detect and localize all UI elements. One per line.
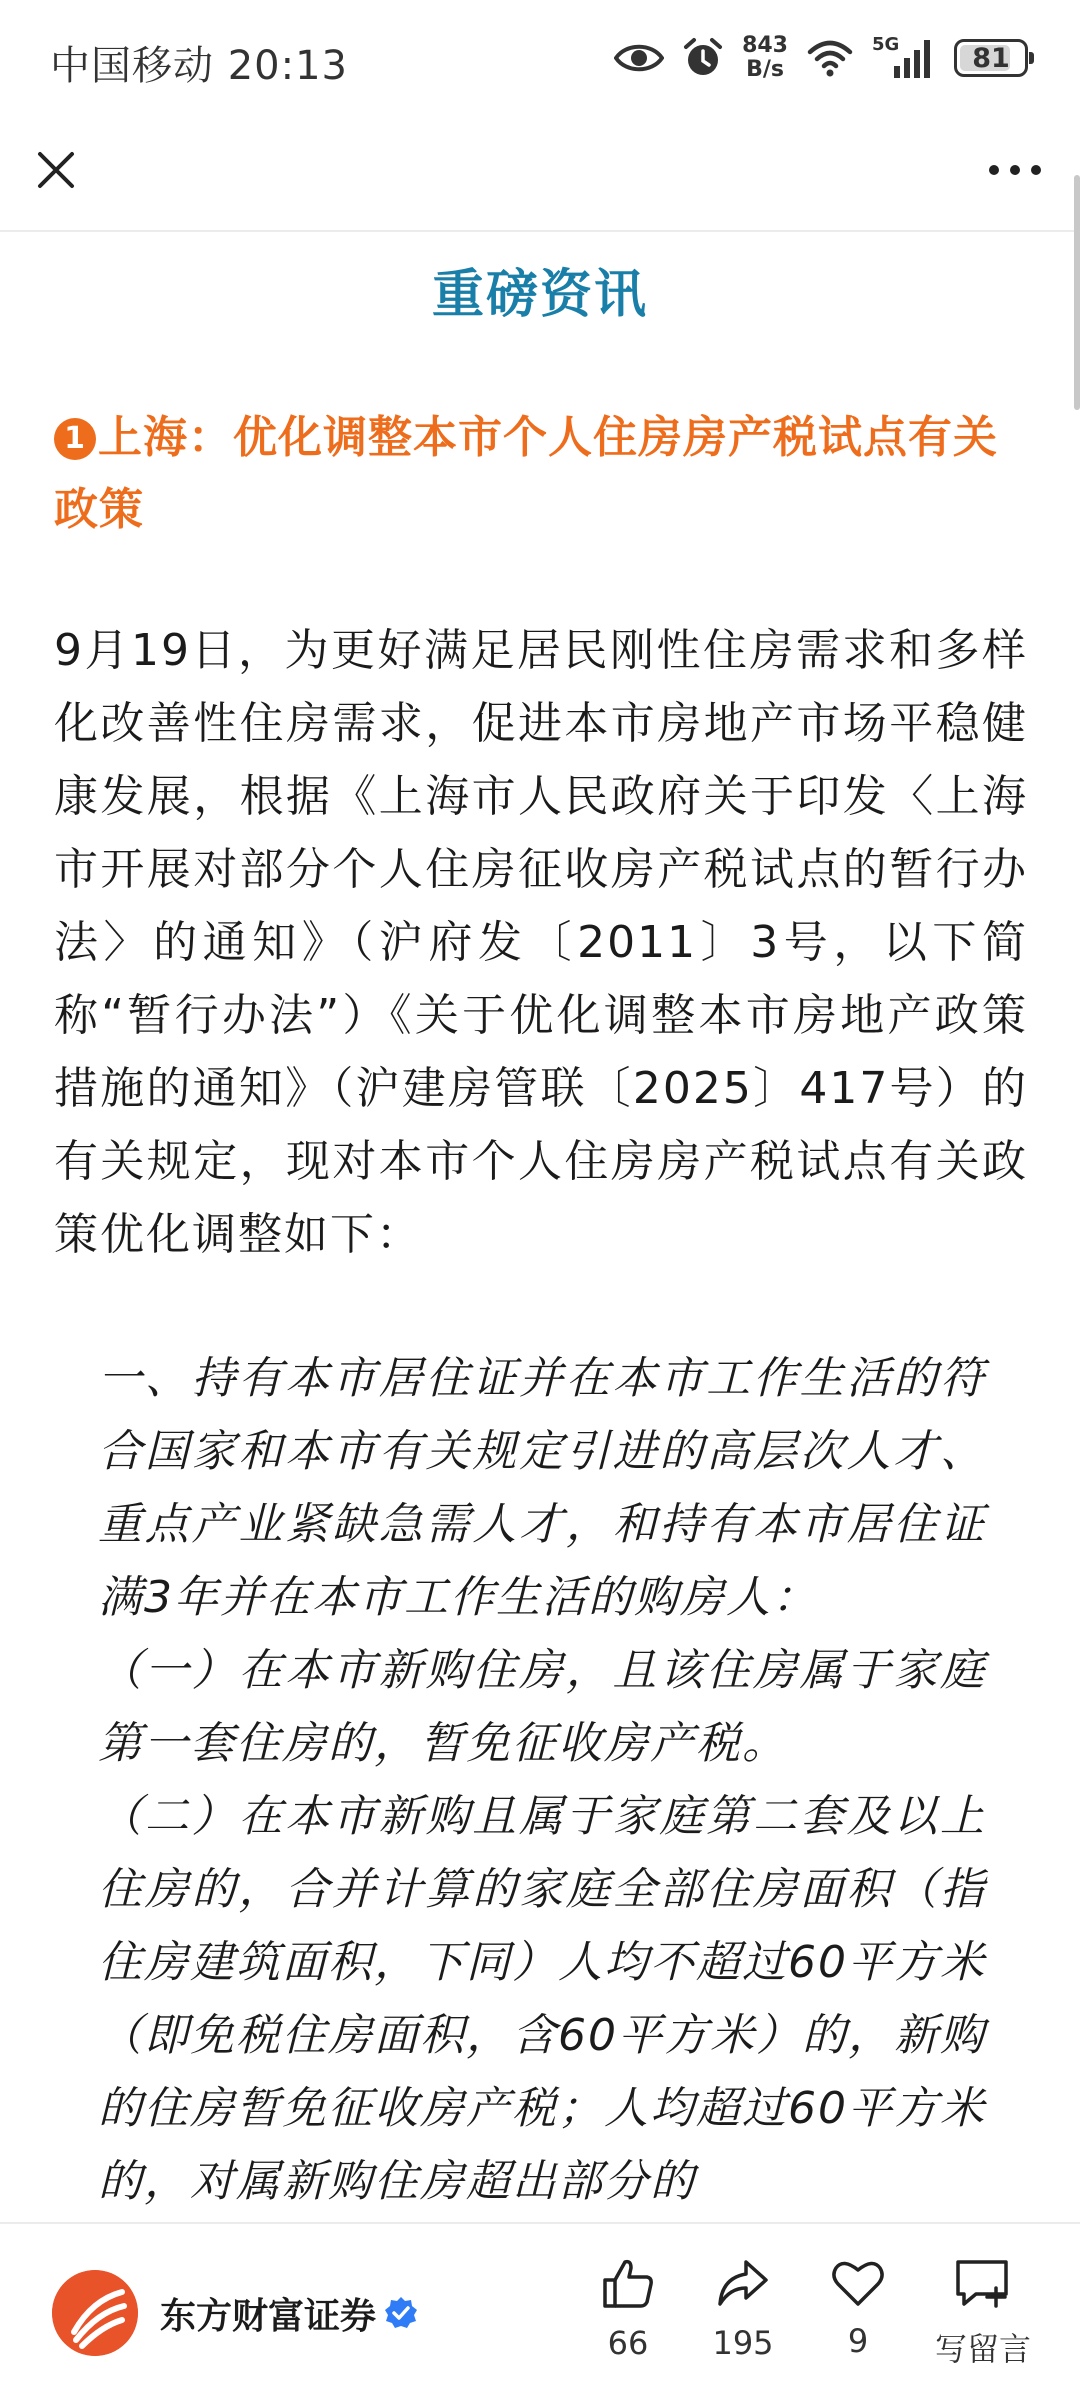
publisher-logo-icon bbox=[52, 2270, 138, 2356]
top-nav bbox=[0, 118, 1080, 232]
network-speed-value: 843 bbox=[742, 33, 788, 58]
more-button[interactable] bbox=[980, 140, 1050, 200]
wifi-icon bbox=[806, 38, 854, 78]
network-speed bbox=[742, 34, 788, 82]
policy-clause: （一）在本市新购住房，且该住房属于家庭第一套住房的，暂免征收房产税。 bbox=[98, 1645, 986, 1769]
eye-icon bbox=[614, 41, 664, 75]
close-icon bbox=[34, 148, 78, 192]
heading-text: 上海：优化调整本市个人住房房产税试点有关政策 bbox=[54, 412, 998, 535]
write-comment-button[interactable] bbox=[918, 2258, 1048, 2370]
section-title: 重磅资讯 bbox=[431, 265, 648, 325]
thumbs-up-icon bbox=[601, 2258, 655, 2310]
share-button[interactable] bbox=[688, 2258, 798, 2362]
share-count: 195 bbox=[712, 2324, 774, 2362]
heading-number: 1 bbox=[54, 418, 96, 460]
status-bar bbox=[0, 0, 1080, 118]
battery-level: 81 bbox=[972, 42, 1010, 74]
write-comment-label: 写留言 bbox=[934, 2330, 1031, 2368]
cellular-signal bbox=[872, 34, 936, 82]
favorite-button[interactable] bbox=[803, 2258, 913, 2360]
bottom-action-bar bbox=[0, 2222, 1080, 2390]
favorite-count: 9 bbox=[847, 2322, 869, 2360]
close-button[interactable] bbox=[26, 140, 86, 200]
policy-clause: （二）在本市新购且属于家庭第二套及以上住房的，合并计算的家庭全部住房面积（指住房建筑面积，下同）人均不超过60平方米（即免税住房面积，含60平方米）的，新购的住房暂免征收房产税；人均超过60平方米的，对属新购住房超出部分的 bbox=[98, 1791, 986, 2207]
share-icon bbox=[716, 2258, 770, 2310]
publisher[interactable] bbox=[52, 2270, 418, 2356]
network-speed-unit: B/s bbox=[746, 57, 784, 82]
publisher-name: 东方财富证券 bbox=[160, 2295, 377, 2337]
comment-add-icon bbox=[954, 2258, 1012, 2310]
article-paragraph: 9月19日，为更好满足居民刚性住房需求和多样化改善性住房需求，促进本市房地产市场平稳健康发展，根据《上海市人民政府关于印发〈上海市开展对部分个人住房征收房产税试点的暂行办法〉的通知》（沪府发〔2011〕3号，以下简称“暂行办法”）《关于优化调整本市房地产政策措施的通知》（沪建房管联〔2025〕417号）的有关规定，现对本市个人住房房产税试点有关政策优化调整如下： bbox=[54, 625, 1028, 1260]
verified-icon bbox=[384, 2296, 418, 2330]
battery-indicator bbox=[954, 39, 1028, 77]
news-heading bbox=[54, 402, 1034, 546]
heart-icon bbox=[831, 2258, 885, 2308]
article-content bbox=[0, 232, 1080, 2222]
policy-quote bbox=[98, 1342, 986, 2218]
status-icons bbox=[614, 30, 1028, 86]
network-type: 5G bbox=[872, 34, 900, 55]
like-button[interactable] bbox=[573, 2258, 683, 2362]
alarm-icon bbox=[682, 37, 724, 79]
carrier-time: 中国移动 20:13 bbox=[50, 43, 348, 89]
publisher-logo bbox=[52, 2270, 138, 2356]
like-count: 66 bbox=[607, 2324, 649, 2362]
policy-clause: 一、持有本市居住证并在本市工作生活的符合国家和本市有关规定引进的高层次人才、重点产业紧缺急需人才，和持有本市居住证满3年并在本市工作生活的购房人： bbox=[98, 1353, 986, 1623]
signal-bars-icon bbox=[872, 34, 936, 82]
more-icon bbox=[987, 163, 1043, 177]
